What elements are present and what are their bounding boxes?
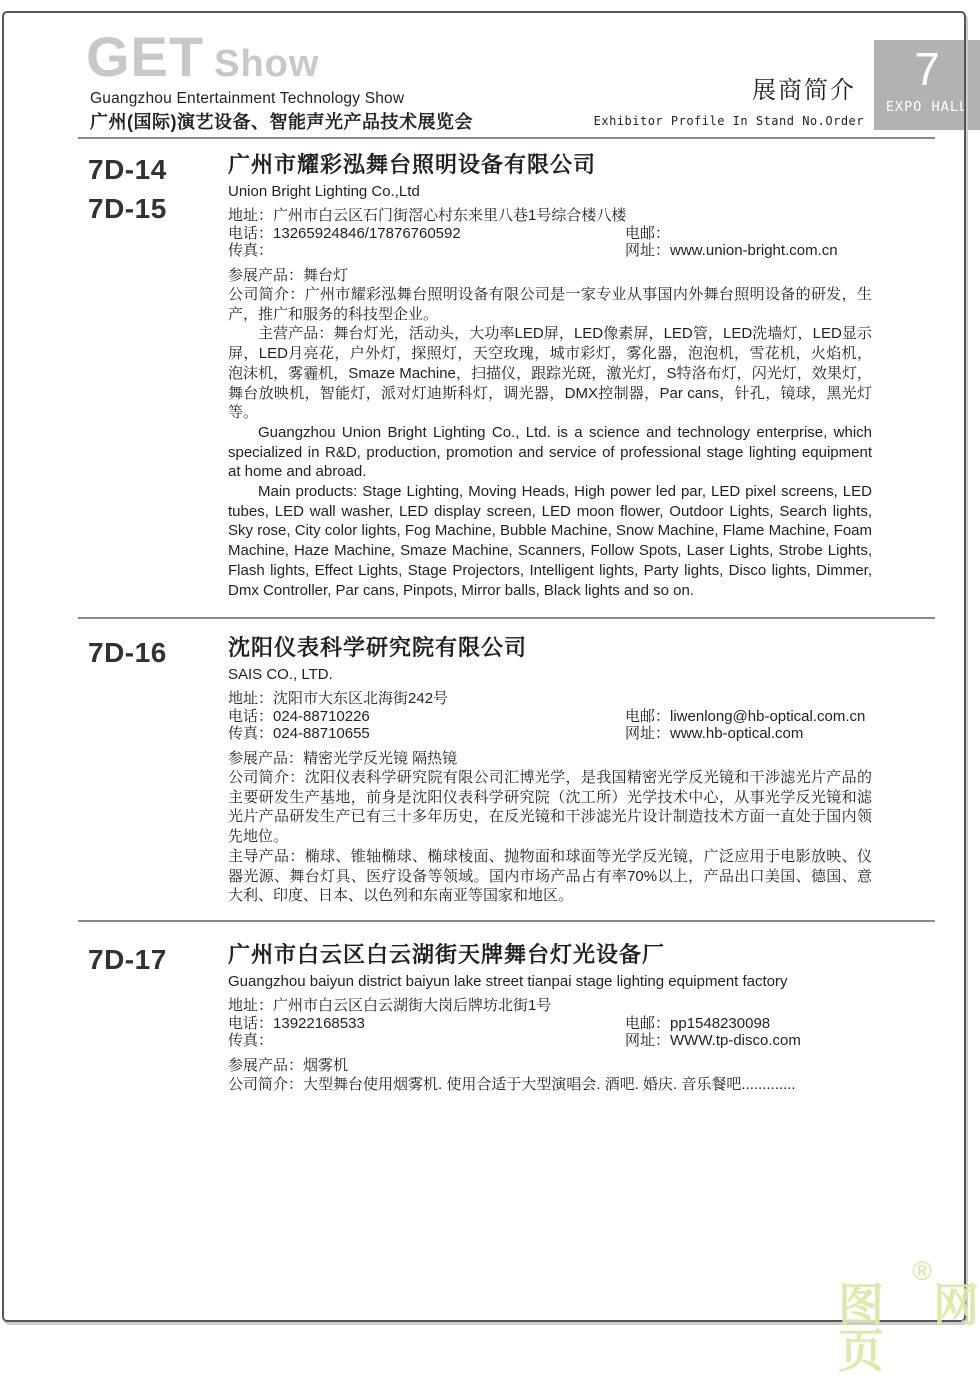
products-value: 烟雾机	[303, 1056, 349, 1074]
website-row	[625, 242, 838, 260]
email-row	[625, 225, 838, 243]
phone-label: 电话：	[228, 707, 274, 725]
company-name-en: SAIS CO., LTD.	[228, 666, 333, 683]
email-label: 电邮：	[625, 1014, 671, 1032]
profile-paragraph	[228, 768, 872, 847]
hall-label: EXPO HALL	[885, 99, 969, 115]
phone-value: 13922168533	[273, 1014, 365, 1032]
products-label: 参展产品：	[228, 749, 304, 767]
profile-label: 公司简介：	[228, 1076, 304, 1093]
section-title-english: Exhibitor Profile In Stand No.Order	[593, 114, 864, 128]
exhibitor-content	[228, 942, 872, 1095]
address-row	[228, 997, 872, 1015]
stand-number: 7D-17	[88, 944, 167, 975]
stand-numbers	[88, 155, 167, 233]
registered-trademark-icon: ®	[912, 1256, 932, 1286]
tuye-watermark-logo	[838, 1256, 980, 1377]
company-name-cn: 广州市耀彩泓舞台照明设备有限公司	[228, 152, 597, 177]
fax-label: 传真：	[228, 725, 274, 742]
website-value: WWW.tp-disco.com	[670, 1032, 801, 1049]
website-label: 网址：	[625, 1032, 671, 1049]
address-label: 地址：	[228, 690, 274, 707]
company-name-cn: 广州市白云区白云湖街天牌舞台灯光设备厂	[228, 942, 666, 967]
company-profile	[228, 768, 872, 906]
exhibitor-content	[228, 635, 872, 906]
logo-text-show: Show	[214, 43, 320, 85]
company-profile	[228, 1075, 872, 1095]
phone-label: 电话：	[228, 224, 274, 242]
exhibitor-entry	[0, 942, 980, 1095]
website-value: www.union-bright.com.cn	[670, 242, 838, 259]
address-value: 广州市白云区石门街滘心村东来里八巷1号综合楼八楼	[273, 207, 627, 224]
header-rule	[78, 137, 935, 139]
phone-value: 13265924846/17876760592	[273, 224, 461, 242]
address-label: 地址：	[228, 207, 274, 224]
email-value: pp1548230098	[670, 1014, 771, 1032]
stand-numbers	[88, 638, 167, 677]
contact-right-column	[625, 1015, 801, 1050]
address-label: 地址：	[228, 997, 274, 1014]
contact-block	[228, 690, 872, 743]
address-value: 广州市白云区白云湖街大岗后牌坊北街1号	[273, 997, 552, 1014]
profile-text: 沈阳仪表科学研究院有限公司汇博光学，是我国精密光学反光镜和干涉滤光片产品的主要研发生产基地，前身是沈阳仪表科学研究院（沈工所）光学技术中心，从事光学反光镜和滤光片产品研发生产已有三十多年历史，在反光镜和干涉滤光片设计制造技术方面一直处于国内领先地位。	[228, 769, 872, 846]
products-value: 舞台灯	[303, 266, 349, 284]
website-value: www.hb-optical.com	[670, 725, 804, 742]
website-label: 网址：	[625, 242, 671, 259]
products-line	[228, 266, 872, 286]
fax-label: 传真：	[228, 1032, 274, 1049]
company-name-cn: 沈阳仪表科学研究院有限公司	[228, 635, 528, 660]
exhibitor-content	[228, 152, 872, 600]
contact-right-column	[625, 708, 865, 743]
entry-divider	[78, 920, 935, 922]
fax-value: 024-88710655	[273, 725, 370, 742]
website-row	[625, 725, 865, 743]
website-row	[625, 1032, 801, 1050]
email-label: 电邮：	[625, 224, 671, 242]
products-label: 参展产品：	[228, 1056, 304, 1074]
company-profile	[228, 285, 872, 600]
hall-number: 7	[914, 43, 940, 95]
profile-label: 公司简介：	[228, 286, 305, 303]
profile-paragraph: 主营产品：舞台灯光，活动头，大功率LED屏，LED像素屏，LED管，LED洗墙灯，LED显示屏，LED月亮花，户外灯，探照灯，天空玫瑰，城市彩灯，雾化器，泡泡机，雪花机，火焰机，泡沫机，雾霾机，Smaze Machine，扫描仪，跟踪光斑，激光灯，S特洛布灯，闪光灯，效果灯，舞台放映机，智能灯，派对灯迪斯科灯，调光器，DMX控制器，Par cans，针孔，镜球，黑光灯等。	[228, 325, 872, 422]
fax-label: 传真：	[228, 242, 274, 259]
stand-number: 7D-15	[88, 193, 167, 224]
show-name-english: Guangzhou Entertainment Technology Show	[90, 90, 405, 107]
products-line	[228, 1056, 872, 1076]
profile-paragraph: Main products: Stage Lighting, Moving Heads, High power led par, LED pixel screens, LED tubes, LED wall washer, LED display screen, LED moon flower, Outdoor Lights, Search lights, Sky rose, City color lights, Fog Machine, Bubble Machine, Snow Machine, Flame Machine, Foam Machine, Haze Machine, Smaze Machine, Scanners, Follow Spots, Laser Lights, Strobe Lights, Flash lights, Effect Lights, Stage Projectors, Intelligent lights, Party lights, Disco lights, Dimmer, Dmx Controller, Par cans, Pinpots, Mirror balls, Black lights and so on.	[228, 483, 872, 599]
profile-paragraph: Guangzhou Union Bright Lighting Co., Ltd. is a science and technology enterprise, which specialized in R&D, production, promotion and service of professional stage lighting equipment at home and abroad.	[228, 423, 872, 481]
contact-block	[228, 997, 872, 1050]
website-label: 网址：	[625, 725, 671, 742]
exhibitor-entry	[0, 152, 980, 600]
profile-text: 大型舞台使用烟雾机. 使用合适于大型演唱会. 酒吧. 婚庆. 音乐餐吧.............	[303, 1076, 796, 1093]
section-title-chinese: 展商简介	[752, 77, 856, 104]
products-value: 精密光学反光镜 隔热镜	[303, 749, 458, 767]
entry-divider	[78, 617, 935, 619]
expo-hall-badge	[874, 40, 980, 130]
get-show-logo	[86, 25, 320, 88]
company-name-en: Union Bright Lighting Co.,Ltd	[228, 183, 420, 200]
stand-numbers	[88, 945, 167, 984]
contact-block	[228, 207, 872, 260]
email-value: liwenlong@hb-optical.com.cn	[670, 707, 866, 725]
profile-label: 公司简介：	[228, 769, 305, 786]
email-row	[625, 1015, 801, 1033]
email-label: 电邮：	[625, 707, 671, 725]
products-line	[228, 749, 872, 769]
logo-text-get: GET	[86, 25, 205, 88]
profile-text: 广州市耀彩泓舞台照明设备有限公司是一家专业从事国内外舞台照明设备的研发，生产，推广和服务的科技型企业。	[228, 286, 872, 323]
watermark-text-right: 网	[933, 1279, 980, 1331]
show-name-chinese: 广州(国际)演艺设备、智能声光产品技术展览会	[90, 112, 473, 132]
contact-right-column	[625, 225, 838, 260]
profile-paragraph	[228, 285, 872, 324]
stand-number: 7D-14	[88, 154, 167, 185]
address-row	[228, 207, 872, 225]
phone-label: 电话：	[228, 1014, 274, 1032]
address-row	[228, 690, 872, 708]
phone-value: 024-88710226	[273, 707, 370, 725]
profile-paragraph	[228, 1075, 872, 1095]
profile-paragraph: 主导产品：椭球、锥轴椭球、椭球棱面、抛物面和球面等光学反光镜，广泛应用于电影放映、仪器光源、舞台灯具、医疗设备等领域。国内市场产品占有率70%以上，产品出口美国、德国、意大利、印度、日本、以色列和东南亚等国家和地区。	[228, 847, 872, 905]
email-row	[625, 708, 865, 726]
watermark-text-left: 图页	[838, 1279, 885, 1377]
products-label: 参展产品：	[228, 266, 304, 284]
stand-number: 7D-16	[88, 637, 167, 668]
address-value: 沈阳市大东区北海街242号	[273, 690, 449, 707]
company-name-en: Guangzhou baiyun district baiyun lake street tianpai stage lighting equipment factory	[228, 973, 788, 990]
exhibitor-entry	[0, 635, 980, 906]
